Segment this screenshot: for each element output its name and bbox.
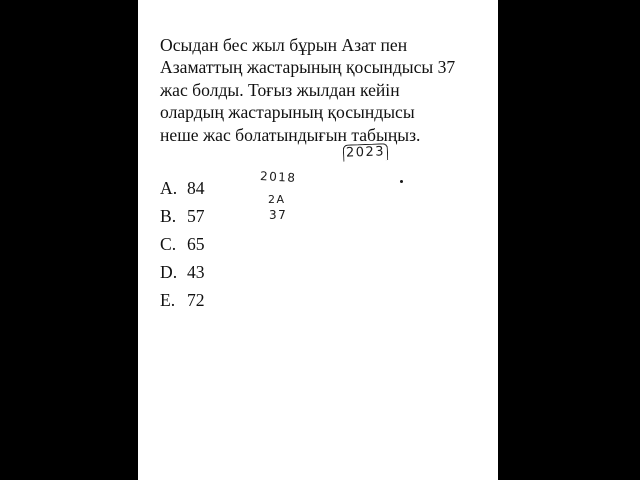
option-e bbox=[160, 286, 205, 314]
handwritten-year-2018: 2018 bbox=[259, 169, 297, 185]
question-text bbox=[160, 34, 496, 146]
answer-options bbox=[160, 174, 205, 314]
option-value: 43 bbox=[187, 262, 205, 282]
question-line-1: Осыдан бес жыл бұрын Азат пен bbox=[160, 35, 408, 55]
option-value: 84 bbox=[187, 178, 205, 198]
handwritten-year-2023: 2023 bbox=[343, 143, 389, 162]
option-letter: C. bbox=[160, 234, 177, 254]
option-value: 72 bbox=[187, 290, 205, 310]
option-letter: B. bbox=[160, 206, 177, 226]
question-line-3: жас болды. Тоғыз жылдан кейін bbox=[160, 79, 400, 100]
question-line-4: олардың жастарының қосындысы bbox=[160, 102, 415, 123]
handwritten-sum-label: 2A bbox=[268, 193, 286, 206]
option-d bbox=[160, 258, 205, 286]
option-letter: D. bbox=[160, 262, 178, 282]
question-line-2: Азаматтың жастарының қосындысы 37 bbox=[160, 57, 456, 78]
handwritten-dot bbox=[400, 180, 403, 183]
option-letter: E. bbox=[160, 290, 176, 310]
handwritten-sum-value: 37 bbox=[269, 208, 288, 222]
option-c bbox=[160, 230, 205, 258]
option-value: 57 bbox=[187, 206, 205, 226]
option-a bbox=[160, 174, 205, 202]
option-b bbox=[160, 202, 205, 230]
option-letter: A. bbox=[160, 178, 178, 198]
worksheet-page bbox=[138, 0, 498, 480]
option-value: 65 bbox=[187, 234, 205, 254]
question-line-5: неше жас болатындығын табыңыз. bbox=[160, 124, 421, 145]
